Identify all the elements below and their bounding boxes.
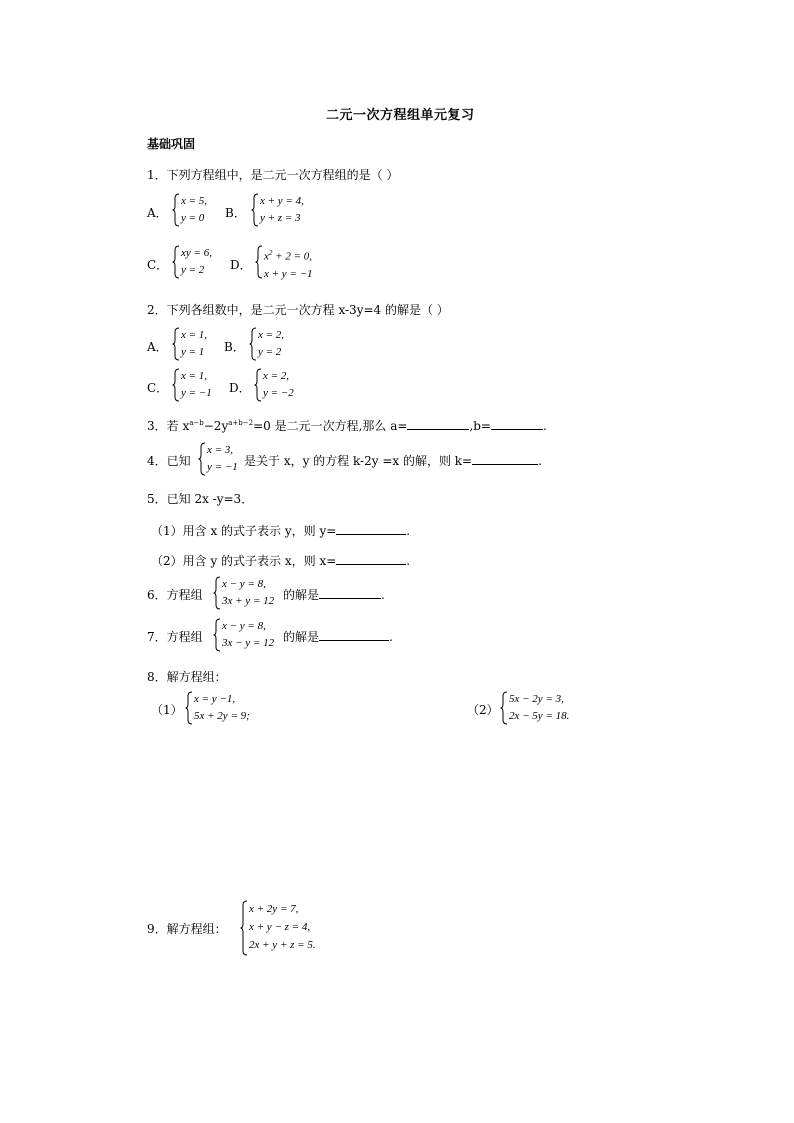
- equation-line: x + y − z = 4,: [249, 921, 311, 933]
- brace-icon: [251, 193, 259, 227]
- question-6-pre: 6．方程组: [147, 588, 203, 602]
- question-7-post: 的解是 .: [283, 630, 393, 644]
- answer-blank-q6[interactable]: [319, 586, 381, 599]
- brace-icon: [254, 368, 262, 402]
- equation-line: 5x − 2y = 3,: [509, 693, 564, 705]
- brace-icon: [213, 618, 221, 652]
- question-5-part-2: （2）用含 y 的式子表示 x，则 x= .: [151, 554, 411, 568]
- page-title: 二元一次方程组单元复习: [326, 108, 475, 123]
- equation-line: x − y = 8,: [222, 578, 266, 590]
- answer-blank-a[interactable]: [407, 417, 469, 430]
- q2-option-b-label: B．: [224, 340, 245, 354]
- equation-line: x + 2y = 7,: [249, 903, 299, 915]
- brace-icon: [249, 327, 257, 361]
- brace-icon: [255, 245, 263, 279]
- brace-icon: [240, 900, 248, 956]
- brace-icon: [172, 245, 180, 279]
- question-6-post: 的解是 .: [283, 588, 385, 602]
- equation-line: y = −2: [263, 387, 294, 399]
- answer-blank-q7[interactable]: [319, 628, 389, 641]
- question-8-stem: 8．解方程组：: [147, 670, 227, 684]
- brace-icon: [185, 691, 193, 725]
- question-4-pre: 4．已知: [147, 454, 191, 468]
- equation-line: x − y = 8,: [222, 620, 266, 632]
- q1-option-b-label: B．: [225, 206, 246, 220]
- brace-icon: [172, 193, 180, 227]
- q2-option-a-label: A．: [147, 340, 168, 354]
- equation-line: 2x + y + z = 5.: [249, 939, 316, 951]
- q1-option-d-label: D．: [230, 258, 252, 272]
- section-heading: 基础巩固: [147, 137, 196, 151]
- question-9-pre: 9．解方程组：: [147, 922, 227, 936]
- q2-option-d-label: D．: [229, 381, 251, 395]
- answer-blank-y[interactable]: [336, 522, 406, 535]
- equation-line: x = 1,: [181, 329, 208, 341]
- brace-icon: [172, 368, 180, 402]
- equation-line: x = 1,: [181, 370, 208, 382]
- equation-line: x = 5,: [181, 195, 208, 207]
- question-5-stem: 5．已知 2x -y=3．: [147, 492, 254, 506]
- equation-line: 2x − 5y = 18.: [509, 710, 570, 722]
- brace-icon: [500, 691, 508, 725]
- brace-icon: [172, 327, 180, 361]
- equation-line: x + y = 4,: [260, 195, 304, 207]
- q8-part-2-label: （2）: [467, 703, 499, 717]
- question-4-post: 是关于 x，y 的方程 k-2y =x 的解，则 k= .: [244, 454, 542, 468]
- question-3: 3．若 $x^{a-b}-2y^{a+b-2}=0$ 是二元一次方程,那么 a= ,b= .: [147, 419, 547, 433]
- question-5-part-1: （1）用含 x 的式子表示 y，则 y= .: [151, 524, 411, 538]
- equation-line: 5x + 2y = 9;: [194, 710, 250, 722]
- equation-line: 3x − y = 12: [222, 637, 275, 649]
- question-7-pre: 7．方程组: [147, 630, 203, 644]
- equation-line: y = 1: [181, 346, 205, 358]
- answer-blank-x[interactable]: [336, 552, 406, 565]
- question-1-stem: 1．下列方程组中，是二元一次方程组的是（ ）: [147, 168, 399, 182]
- equation-line: y = −1: [207, 461, 238, 473]
- equation-line: y = 2: [258, 346, 282, 358]
- question-2-stem: 2．下列各组数中，是二元一次方程 x-3y=4 的解是（ ）: [147, 303, 449, 317]
- q8-part-1-label: （1）: [151, 703, 183, 717]
- equation-line: x + y = −1: [264, 267, 313, 280]
- equation-line: $x^2 + 2 = 0$,: [264, 249, 312, 263]
- equation-line: x = 2,: [263, 370, 290, 382]
- answer-blank-b[interactable]: [491, 417, 543, 430]
- answer-blank-k[interactable]: [472, 452, 538, 465]
- equation-line: x = 2,: [258, 329, 285, 341]
- q2-option-c-label: C．: [147, 381, 169, 395]
- equation-line: 3x + y = 12: [222, 595, 275, 607]
- brace-icon: [198, 442, 206, 476]
- equation-line: y = 0: [181, 212, 205, 224]
- equation-line: xy = 6,: [181, 247, 212, 259]
- equation-line: y = 2: [181, 264, 205, 276]
- equation-line: y + z = 3: [260, 212, 301, 224]
- q1-option-c-label: C．: [147, 258, 169, 272]
- brace-icon: [213, 576, 221, 610]
- equation-line: y = −1: [181, 387, 212, 399]
- equation-line: x = 3,: [207, 444, 234, 456]
- equation-line: x = y −1,: [194, 693, 236, 705]
- q1-option-a-label: A．: [147, 206, 168, 220]
